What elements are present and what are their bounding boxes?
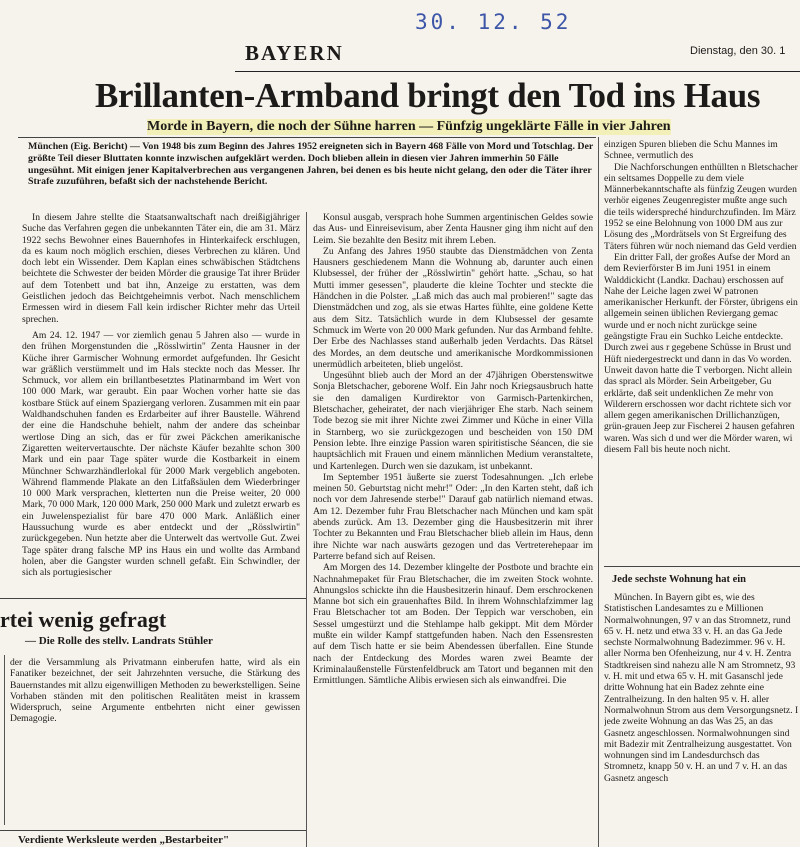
article-column-2: [313, 212, 593, 847]
paragraph: Konsul ausgab, versprach hohe Summen argentinischen Geldes sowie das Aus- und Einreisevisum, aber Zenta Hausner ging ihm nicht auf den Leim. Sie bezahlte den Besitz mit ihrem Leben.: [313, 212, 593, 246]
left-bottom-rule: [0, 830, 306, 831]
left-margin-rule: [4, 655, 5, 825]
paragraph: München. In Bayern gibt es, wie des Statistischen Landesamtes zu e Millionen Normalwohnungen, 97 v an das Stromnetz, rund 65 v. H. netz und etwa 33 v. H. an das Ga Jede sechste Normalwohnung Badezimmer. 96 v. H. aller Norma ben Ofenheizung, nur 4 v. H. Zentra Stadtkreisen sind nahezu alle N am Stromnetz, 93 v. H. mit und etwa 65 v. H. mit Gasanschl jede dritte Wohnung hat ein Badez zehnte eine Zentralheizung. In den halten 95 v. H. aller Normalwohnun Strom aus dem Versorgungsnetz. I jede zweite Wohnung an das Was 25, an das Gasnetz angeschlossen. Normalwohnungen sind mit Badezir mit Zentralheizung ausgestattet. Von wohnungen sind im Landesdurchsch das Stromnetz, knapp 50 v. H. an und 7 v. H. an das Gasnetz angesch: [604, 592, 799, 784]
paragraph: Ein dritter Fall, der großes Aufse der Mord an dem Revierförster B im Juni 1951 in einem Walddickicht (Landkr. Dachau) erschossen auf Nahe der Leiche lagen zwei W patronen amerikanischer Herkunft. der Förster, übrigens ein allgemein seinen üblichen Reviergang gemac wurde und er noch nicht zurückge seine geängstigte Frau ein Suchko Leiche entdeckte. Durch zwei aus r gegebene Schüsse in Brust und Hüft niedergestreckt und dann in das Vo worden. Unweit davon hatte die T verborgen. Nicht allein das spracl als Mörder. Sein Arbeitgeber, Gu erklärte, daß seit undenklichen Ze mehr von Wilderern erschossen wor dacht richtete sich vor allem gegen amerikanischen Drillichanzügen, grün-grauen Jeep zur Fischerei 2 hausen gefahren waren. Was sich d und wer die Mörder waren, wi diesem Fall bis heute noch nicht.: [604, 251, 798, 456]
paragraph: Die Nachforschungen enthüllten n Bletschacher ein seltsames Doppelle zu dem viele Männerbekanntschafte als fünfzig Zeugen wurden verhör eigenes Zeugenregister mußte ange such die teils widerspreché hindurchzufinden. Im März 1952 se eine Belohnung von 1000 DM aus zur Lösung des „Mordrätsels von St Ergreifung des Täters führen wür noch niemand das Geld verdien: [604, 161, 798, 252]
paragraph: Am Morgen des 14. Dezember klingelte der Postbote und brachte ein Nachnahmepaket für Frau Bletschacher, die im zweiten Stock wohnte. Ahnungslos schickte ihn die Hausbesitzerin hinauf. Dem erschrockenen Manne bot sich ein grauenhaftes Bild. In ihrem Wohnschlafzimmer lag Frau Bletschacher tot am Boden. Der Teppich war verschoben, ein Sessel umgestürzt und die Stehlampe halb gekippt. Mit dem Mörder mußte ein wilder Kampf stattgefunden haben. Nach den Essensresten auf dem Tisch hatte er sie beim Abendessen überfallen. Eine Stunde nach der Entdeckung des Mordes waren zwei Beamte der Kriminalaußenstelle Fürstenfeldbruck am Tatort und begannen mit den Ermittlungen. Sämtliche Alibis erwiesen sich als einwandfrei. Die: [313, 562, 593, 687]
subheadline-rule: [18, 137, 596, 138]
headline: Brillanten-Armband bringt den Tod ins Haus: [95, 76, 761, 115]
right-article-heading: Jede sechste Wohnung hat ein: [612, 574, 746, 585]
article-column-1: [22, 212, 300, 594]
article-column-3: [604, 139, 800, 557]
left-article-heading: rtei wenig gefragt: [0, 607, 167, 632]
paragraph: Ungesühnt blieb auch der Mord an der 47jährigen Oberstenswitwe Sonja Bletschacher, geborene Wolf. Ein Jahr noch Kriegsausbruch hatte sie den damaligen Kurdirektor von Garmisch-Partenkirchen, Bletschacher, geheiratet, der nach vierjähriger Ehe starb. Nach seinem Tode bezog sie mit ihrer Nichte zwei Zimmer und Küche in einer Villa in Starnberg, wo sie zurückgezogen und bescheiden von 150 DM Pension lebte. Ihre einzige Passion waren spiritistische Séancen, die sie hauptsächlich mit Frauen und einem männlichen Medium veranstaltete, und Kartenlegen. Durch wen sie dazukam, ist unbekannt.: [313, 370, 593, 472]
lead-paragraph: München (Eig. Bericht) — Von 1948 bis zum Beginn des Jahres 1952 ereigneten sich in Bayern 468 Fälle von Mord und Totschlag. Der größte Teil dieser Bluttaten konnte inzwischen aufgeklärt werden. Doch blieben allein in diesen vier Jahren immerhin 50 Fälle ungesühnt. Mit einigen jener Kapitalverbrechen aus vergangenen Jahren, bei denen es bis heute nicht gelang, den oder die Täter ihrer Strafe zuzuführen, befaßt sich der nachstehende Bericht.: [28, 141, 594, 188]
left-article-rule: [0, 598, 306, 599]
right-article-rule: [604, 566, 800, 567]
left-article-text: [10, 657, 300, 825]
left-article-subheading: — Die Rolle des stellv. Landrats Stühler: [25, 635, 213, 647]
paragraph: Am 24. 12. 1947 — vor ziemlich genau 5 Jahren also — wurde in den frühen Morgenstunden die „Rösslwirtin" Zenta Hausner in der Küche ihrer Garmischer Wohnung ermordet aufgefunden. Ihr Gesicht war gräßlich verstümmelt und im Hals steckte noch das Messer. Ihr Schmuck, vor allem ein brillantbesetztes Platinarmband im Wert von 100 000 Mark, war geraubt. Ein paar Wochen vorher hatte sie das kostbare Stück auf einem Spaziergang verloren. Zusammen mit ein paar Waldhandschuhen fanden es Erdarbeiter auf ihrer Baustelle. Während der eine die Handschuhe behielt, nahm der andere das scheinbar wertlose Ding an sich, das er für zwei Päckchen amerikanische Zigaretten weitervertauschte. Der nächste Käufer bezahlte schon 300 Mark und ein paar Tage später wurde die Kostbarkeit in einem Münchner Schwarzhändlerlokal für 2000 Mark vergeblich angeboten. Während flammende Plakate an den Litfaßsäulen dem Wiederbringer 10 000 Mark versprachen, kletterten nun die Preise weiter, 20 000 Mark, 70 000 Mark, 120 000 Mark, 250 000 Mark und zuletzt erwarb es ein Juwelenspezialist für bare 470 000 Mark. Anläßlich einer Haussuchung wurde es aber entdeckt und der „Rösslwirtin" zurückgegeben. Nun hetzte aber die Unterwelt das wertvolle Gut. Zwei Tage später drang falsche MP ins Haus ein und wollte das Armband holen, aber die Gangster wurden schnell gefaßt. Ein Schwindler, der sich als portugiesischer: [22, 329, 300, 579]
paragraph: Im September 1951 äußerte sie zuerst Todesahnungen. „Ich erlebe meinen 50. Geburtstag nicht mehr!" Oder: „In den Karten steht, daß ich noch vor dem Jahresende sterbe!" Darauf gab natürlich niemand etwas. Am 12. Dezember fuhr Frau Bletschacher nach München und kam spät abends zurück. Am 13. Dezember ging die Hausbesitzerin mit ihrer Tochter zu Bekannten und Frau Bletschacher blieb allein im Haus, denn ihre Nichte war nach auswärts gezogen und das Vertreterehepaar im Parterre befand sich auf Reisen.: [313, 471, 593, 562]
paragraph: Zu Anfang des Jahres 1950 staubte das Dienstmädchen von Zenta Hausners geschiedenem Mann die Wohnung ab, darunter auch einen Klubsessel, der früher der „Rösslwirtin" gehört hatte. „Schau, so hat Mutti immer gesessen", plauderte die kleine Tochter und steckte die Händchen in die Polster. „Laß mich das auch mal probieren!" sagte das Dienstmädchen und zog, als sie etwas Hartes fühlte, eine goldene Kette aus dem Sitz. Tatsächlich wurde in dem Klubsessel der gesamte Schmuck im Werte von 20 000 Mark gefunden. Nur das Armband fehlte. Der Erbe des Nachlasses stand außerhalb jeden Verdachts. Das Rätsel des Mordes, an dem deutsche und amerikanische Mordkommissionen unermüdlich arbeiteten, blieb ungelöst.: [313, 245, 593, 370]
column-rule-1: [306, 212, 307, 847]
left-bottom-heading: Verdiente Werksleute werden „Bestarbeiter": [18, 834, 230, 846]
right-article-text: [604, 592, 800, 847]
masthead-rule: [235, 71, 800, 72]
column-rule-2: [598, 137, 599, 847]
issue-date: Dienstag, den 30. 1: [690, 45, 786, 57]
paragraph: der die Versammlung als Privatmann einberufen hatte, wird als ein Fanatiker bezeichnet, der seit Jahrzehnten versuche, die Stärkung des Bauernstandes mit allzu eigenwilligen Methoden zu bewerkstelligen. Seine Vorhaben ständen mit den politischen Realitäten meist in krassem Widerspruch, seine Argumente entbehrten nicht einer gewissen Demagogie.: [10, 657, 300, 725]
paragraph: In diesem Jahre stellte die Staatsanwaltschaft nach dreißigjähriger Suche das Verfahren gegen die unbekannten Täter ein, die am 31. März 1922 sechs Bewohner eines Bauernhofes in Hinterkaifeck erschlugen, da es kaum noch möglich erschien, dieses Verbrechen zu klären. Und doch lebt ein Wissender. Dem Kaplan eines schwäbischen Städtchens beichtete die Schwester der beiden Mörder die grausige Tat ihrer Brüder auf dem Totenbett und bat ihn, Anzeige zu erstatten, was dem Geistlichen jedoch das Beichtgeheimnis verbot. Nach menschlichem Ermessen wird in diesem Fall kein irdischer Richter mehr das Urteil sprechen.: [22, 212, 300, 325]
handwritten-date: 30. 12. 52: [415, 10, 572, 34]
subheadline: Morde in Bayern, die noch der Sühne harren — Fünfzig ungeklärte Fälle in vier Jahren: [147, 119, 671, 134]
paragraph: einzigen Spuren blieben die Schu Mannes im Schnee, vermutlich des: [604, 139, 778, 162]
section-title: BAYERN: [245, 41, 344, 65]
